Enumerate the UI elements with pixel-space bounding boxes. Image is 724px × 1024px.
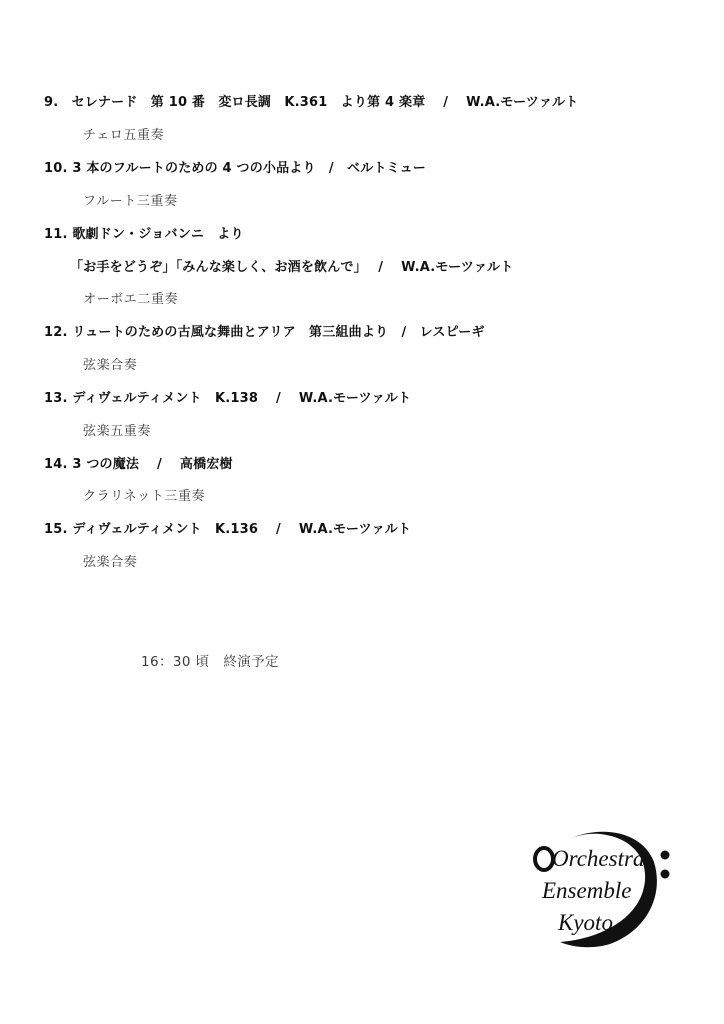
program-item-11-ensemble: オーボエ二重奏 (83, 292, 179, 307)
bass-clef-icon (661, 851, 670, 879)
program-item-13-ensemble: 弦楽五重奏 (83, 424, 152, 439)
program-item-11-title: 11. 歌劇ドン・ジョバンニ より (44, 227, 244, 242)
logo-line-3: Kyoto (558, 910, 613, 935)
program-item-15-ensemble: 弦楽合奏 (83, 555, 138, 570)
program-item-10-title: 10. 3 本のフルートのための 4 つの小品より / ベルトミュー (44, 161, 426, 176)
program-item-12-ensemble: 弦楽合奏 (83, 358, 138, 373)
program-item-15-title: 15. ディヴェルティメント K.136 / W.A.モーツァルト (44, 522, 412, 537)
program-item-9-title: 9. セレナード 第 10 番 変ロ長調 K.361 より第 4 楽章 / W.A.モーツァルト (44, 95, 579, 110)
end-time-note: 16：30 頃 終演予定 (141, 654, 279, 670)
program-item-10-ensemble: フルート三重奏 (83, 194, 178, 209)
program-item-9-ensemble: チェロ五重奏 (83, 128, 165, 143)
logo-line-2: Ensemble (542, 878, 632, 903)
program-item-13-title: 13. ディヴェルティメント K.138 / W.A.モーツァルト (44, 391, 412, 406)
program-item-14-title: 14. 3 つの魔法 / 高橋宏樹 (44, 457, 233, 472)
program-item-12-title: 12. リュートのための古風な舞曲とアリア 第三組曲より / レスピーギ (44, 325, 485, 340)
program-item-14-ensemble: クラリネット三重奏 (83, 489, 206, 504)
orchestra-ensemble-kyoto-logo (530, 822, 675, 952)
program-item-11-subtitle: 「お手をどうぞ」「みんな楽しく、お酒を飲んで」 / W.A.モーツァルト (70, 260, 514, 275)
logo-line-1: Orchestra (552, 846, 645, 871)
